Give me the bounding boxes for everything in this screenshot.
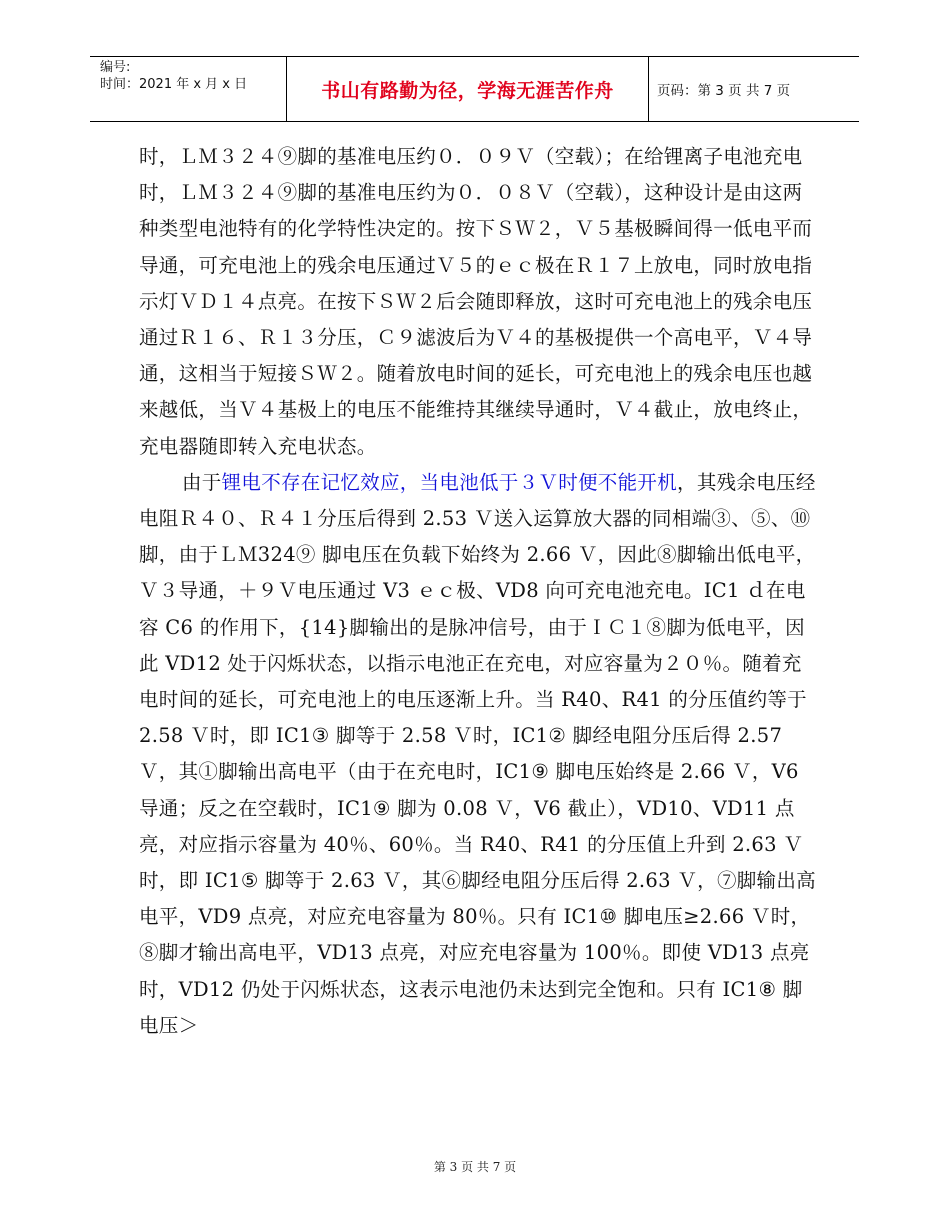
paragraph-2-prefix: 由于: [182, 470, 222, 494]
paragraph-2-rest: ，其残余电压经电阻Ｒ４０、Ｒ４１分压后得到 2.53 Ｖ送入运算放大器的同相端③、⑤、⑩脚，由于ＬＭ324⑨ 脚电压在负载下始终为 2.66 Ｖ，因此⑧脚输出低电平，Ｖ３导通，＋９Ｖ电压通过 V3 ｅｃ极、VD8 向可充电池充电。IC1 ｄ在电容 C6 的作用下，{14}脚输出的是脉冲信号，由于ＩＣ１⑧脚为低电平，因此 VD12 处于闪烁状态，以指示电池正在充电，对应容量为２０％。随着充电时间的延长，可充电池上的电压逐渐上升。当 R40、R41 的分压值约等于 2.58 Ｖ时，即 IC1③ 脚等于 2.58 Ｖ时，IC1② 脚经电阻分压后得 2.57 Ｖ，其①脚输出高电平（由于在充电时，IC1⑨ 脚电压始终是 2.66 Ｖ，V6 导通；反之在空载时，IC1⑨ 脚为 0.08 Ｖ，V6 截止），VD10、VD11 点亮，对应指示容量为 40％、60％。当 R40、R41 的分压值上升到 2.63 Ｖ时，即 IC1⑤ 脚等于 2.63 Ｖ，其⑥脚经电阻分压后得 2.63 Ｖ，⑦脚输出高电平，VD9 点亮，对应充电容量为 80％。只有 IC1⑩ 脚电压≥2.66 Ｖ时，⑧脚才输出高电平，VD13 点亮，对应充电容量为 100％。即使 VD13 点亮时，VD12 仍处于闪烁状态，这表示电池仍未达到完全饱和。只有 IC1⑧ 脚电压＞: [139, 470, 816, 1037]
header-page-info: 页码：第 3 页 共 7 页: [657, 83, 791, 99]
time-label: 时间：2021 年 x 月 x 日: [100, 77, 248, 92]
paragraph-2: [139, 465, 819, 1044]
document-body: [139, 139, 819, 1044]
page-footer: 第 3 页 共 7 页: [433, 1160, 517, 1174]
paragraph-1: 时，ＬＭ３２４⑨脚的基准电压约０．０９Ｖ（空载）；在给锂离子电池充电时，ＬＭ３２４⑨脚的基准电压约为０．０８Ｖ（空载），这种设计是由这两种类型电池特有的化学特性决定的。按下ＳＷ２，Ｖ５基极瞬间得一低电平而导通，可充电池上的残余电压通过Ｖ５的ｅｃ极在Ｒ１７上放电，同时放电指示灯ＶＤ１４点亮。在按下ＳＷ２后会随即释放，这时可充电池上的残余电压通过Ｒ１６、Ｒ１３分压，Ｃ９滤波后为Ｖ４的基极提供一个高电平，Ｖ４导通，这相当于短接ＳＷ２。随着放电时间的延长，可充电池上的残余电压也越来越低，当Ｖ４基极上的电压不能维持其继续导通时，Ｖ４截止，放电终止，充电器随即转入充电状态。: [139, 145, 813, 458]
header-meta: [90, 57, 286, 121]
highlighted-text: 锂电不存在记忆效应，当电池低于３Ｖ时便不能开机: [221, 470, 678, 494]
page-header: [90, 56, 859, 122]
header-motto: 书山有路勤为径，学海无涯苦作舟: [286, 57, 649, 121]
code-label: 编号:: [100, 60, 131, 75]
